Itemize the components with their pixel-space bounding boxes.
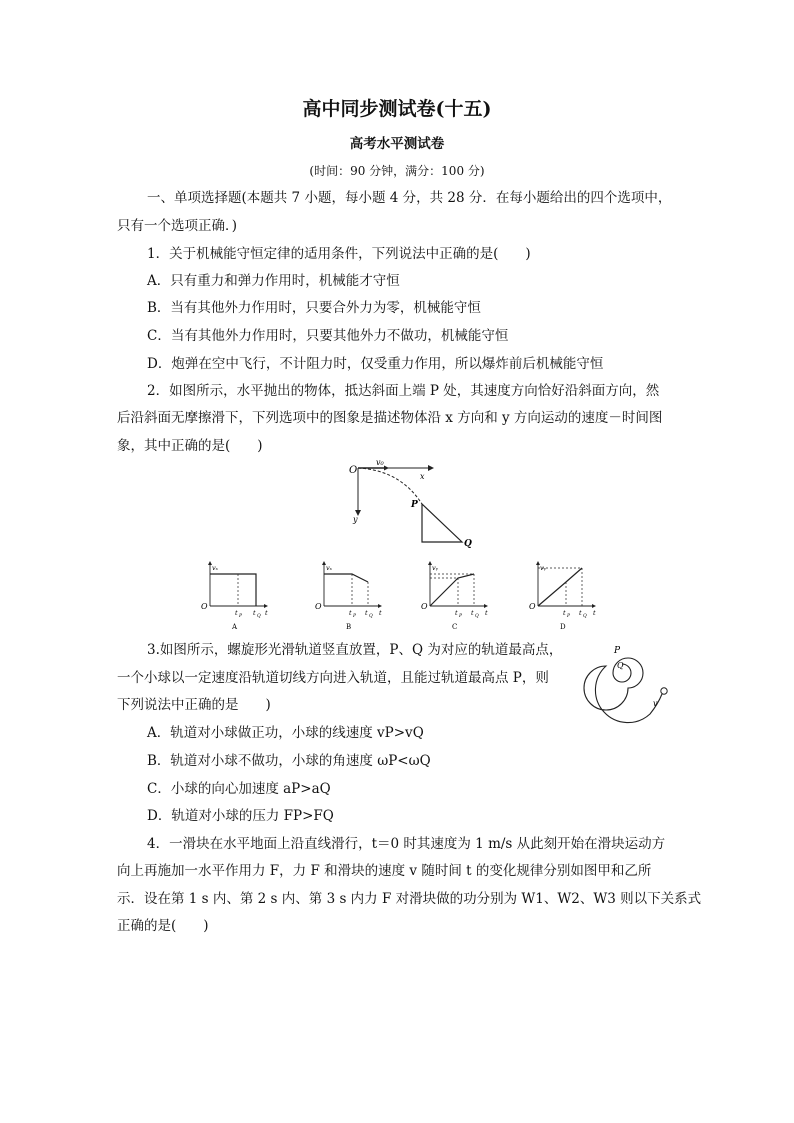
svg-text:Q: Q (583, 614, 587, 619)
svg-text:P: P (239, 614, 243, 619)
section-intro-line2: 只有一个选项正确．) (117, 218, 238, 234)
p-label: P (411, 500, 418, 510)
svg-text:t: t (471, 609, 474, 617)
graph-a-curve (210, 574, 256, 606)
q1-option-d: D．炮弹在空中飞行，不计阻力时，仅受重力作用，所以爆炸前后机械能守恒 (147, 356, 604, 372)
q3-spiral-figure (578, 642, 680, 734)
q2-projectile-figure (340, 460, 490, 550)
q2-line1: 2．如图所示，水平抛出的物体，抵达斜面上端 P 处，其速度方向恰好沿斜面方向，然 (147, 383, 660, 399)
svg-text:O: O (315, 602, 322, 611)
svg-text:t: t (349, 609, 352, 617)
svg-text:t: t (365, 609, 368, 617)
q4-line4: 正确的是( ) (117, 918, 209, 934)
graph-c-label: C (452, 623, 458, 631)
x-axis-arrow (428, 465, 434, 471)
graph-c-curve (430, 574, 474, 606)
svg-text:t: t (593, 609, 596, 617)
section-intro-line1: 一、单项选择题(本题共 7 小题，每小题 4 分，共 28 分．在每小题给出的四个选项中， (147, 190, 672, 206)
graph-b-curve (324, 574, 368, 582)
v0-label: v₀ (376, 460, 384, 467)
svg-text:P: P (567, 614, 571, 619)
q1-option-c: C．当有其他外力作用时，只要其他外力不做功，机械能守恒 (147, 328, 509, 344)
svg-text:vₓ: vₓ (212, 564, 218, 572)
spiral-p-label: P (614, 646, 621, 656)
graph-c (418, 560, 492, 632)
graph-d-curve (538, 568, 582, 606)
graph-a (198, 560, 272, 632)
graph-b-label: B (346, 623, 352, 631)
v0-arrow-head (384, 466, 389, 471)
svg-text:O: O (421, 602, 428, 611)
svg-text:t: t (253, 609, 256, 617)
svg-text:vₓ: vₓ (326, 564, 332, 572)
exam-info: (时间：90 分钟，满分：100 分) (309, 164, 485, 178)
page-title: 高中同步测试卷(十五) (302, 98, 492, 120)
trajectory (358, 468, 422, 504)
q3-option-c: C．小球的向心加速度 aP>aQ (147, 781, 331, 797)
q1-option-b: B．当有其他外力作用时，只要合外力为零，机械能守恒 (147, 300, 481, 316)
svg-text:t: t (455, 609, 458, 617)
q2-line3: 象，其中正确的是( ) (117, 438, 263, 454)
q2-line2: 后沿斜面无摩擦滑下，下列选项中的图象是描述物体沿 x 方向和 y 方向运动的速度－时间图 (117, 410, 663, 426)
page-subtitle: 高考水平测试卷 (349, 136, 445, 152)
svg-text:t: t (379, 609, 382, 617)
svg-text:Q: Q (475, 614, 479, 619)
q3-option-b: B．轨道对小球不做功，小球的角速度 ωP<ωQ (147, 753, 431, 769)
svg-text:t: t (265, 609, 268, 617)
graph-d (526, 560, 600, 632)
q-label: Q (464, 539, 472, 549)
svg-text:t: t (563, 609, 566, 617)
ball (661, 688, 667, 694)
spiral-q-label: Q (617, 661, 624, 670)
svg-text:Q: Q (369, 614, 373, 619)
svg-text:vᵧ: vᵧ (540, 564, 547, 572)
q4-line3: 示．设在第 1 s 内、第 2 s 内、第 3 s 内力 F 对滑块做的功分别为 W1、W2、W3 则以下关系式 (117, 891, 702, 907)
q3-option-a: A．轨道对小球做正功，小球的线速度 vP>vQ (147, 725, 424, 741)
origin-label: O (349, 465, 358, 476)
slope (422, 504, 462, 542)
q1-stem: 1．关于机械能守恒定律的适用条件，下列说法中正确的是( ) (147, 246, 531, 262)
svg-text:P: P (353, 614, 357, 619)
svg-text:t: t (235, 609, 238, 617)
svg-text:t: t (485, 609, 488, 617)
svg-text:O: O (529, 602, 536, 611)
q3-line1: 3.如图所示，螺旋形光滑轨道竖直放置，P、Q 为对应的轨道最高点， (147, 642, 563, 658)
spiral-v-label: v (653, 699, 658, 708)
q4-line1: 4．一滑块在水平地面上沿直线滑行，t＝0 时其速度为 1 m/s 从此刻开始在滑块运动方 (147, 836, 666, 852)
q4-line2: 向上再施加一水平作用力 F，力 F 和滑块的速度 v 随时间 t 的变化规律分别如图甲和乙所 (117, 863, 652, 879)
q3-line2: 一个小球以一定速度沿轨道切线方向进入轨道，且能过轨道最高点 P，则 (117, 670, 549, 686)
svg-text:O: O (201, 602, 208, 611)
svg-text:P: P (459, 614, 463, 619)
svg-text:vᵧ: vᵧ (432, 564, 439, 572)
q1-option-a: A．只有重力和弹力作用时，机械能才守恒 (147, 273, 400, 289)
q3-line3: 下列说法中正确的是 ) (117, 697, 271, 713)
y-label: y (353, 515, 358, 524)
q3-option-d: D．轨道对小球的压力 FP>FQ (147, 808, 334, 824)
graph-d-label: D (560, 623, 566, 631)
svg-text:t: t (579, 609, 582, 617)
svg-text:Q: Q (257, 614, 261, 619)
x-label: x (420, 472, 425, 481)
graph-a-label: A (232, 623, 238, 631)
graph-b (312, 560, 386, 632)
